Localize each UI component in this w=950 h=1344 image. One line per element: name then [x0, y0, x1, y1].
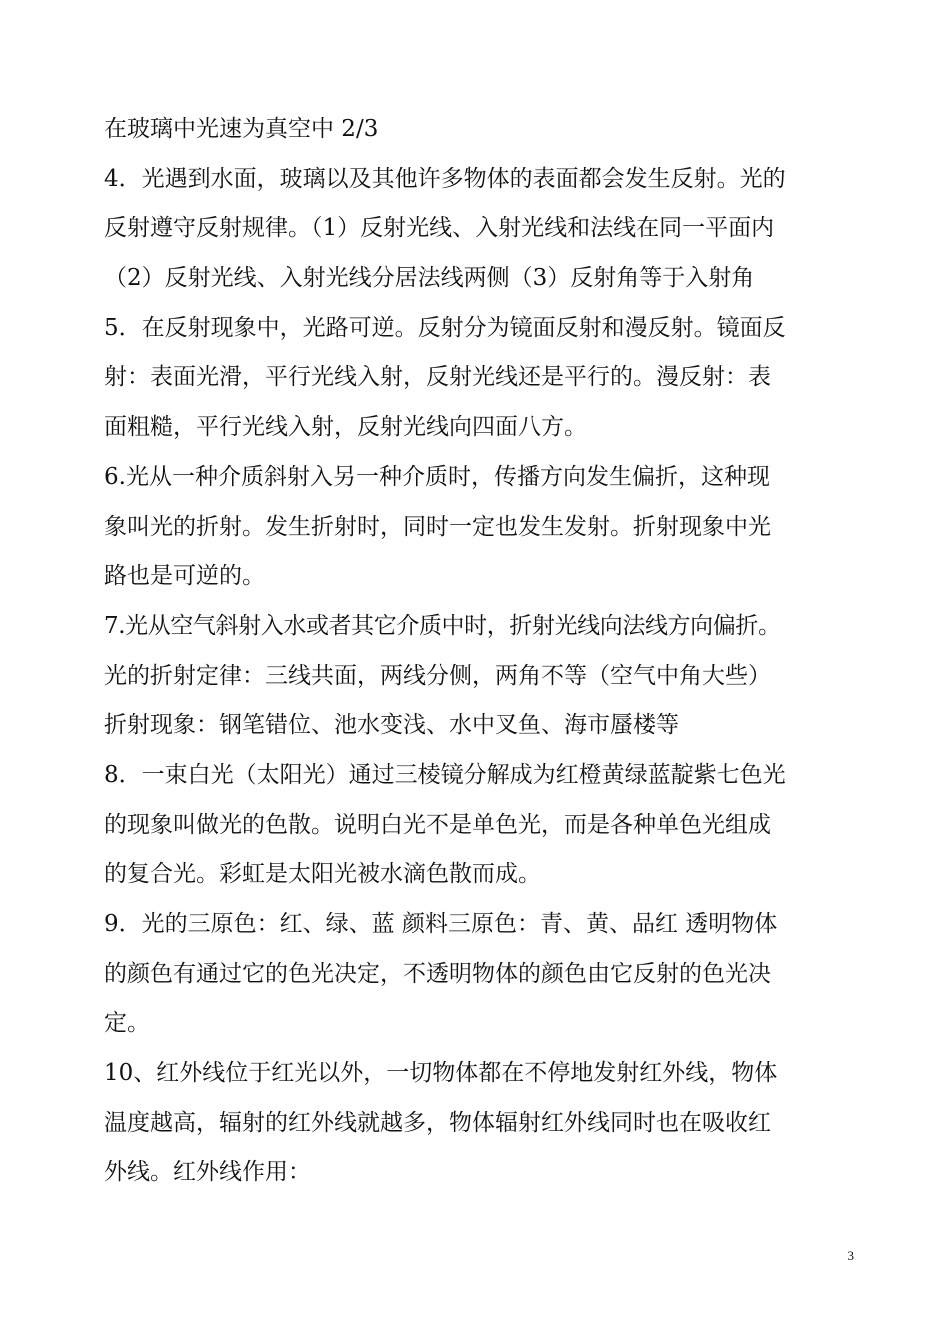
- text-line: 在玻璃中光速为真空中 2/3: [104, 116, 379, 142]
- text-line: 面粗糙，平行光线入射，反射光线向四面八方。: [104, 414, 587, 441]
- text-line: 的现象叫做光的色散。说明白光不是单色光，而是各种单色光组成: [104, 811, 771, 838]
- text-line: 10、红外线位于红光以外，一切物体都在不停地发射红外线，物体: [104, 1060, 778, 1087]
- text-line: 定。: [104, 1010, 150, 1037]
- text-line: 8．一束白光（太阳光）通过三棱镜分解成为红橙黄绿蓝靛紫七色光: [104, 761, 786, 788]
- text-line: 7.光从空气斜射入水或者其它介质中时，折射光线向法线方向偏折。: [104, 612, 781, 639]
- text-line: 路也是可逆的。: [104, 563, 265, 590]
- text-line: （2）反射光线、入射光线分居法线两侧（3）反射角等于入射角: [104, 265, 755, 292]
- page-number: 3: [847, 1248, 854, 1263]
- text-line: 6.光从一种介质斜射入另一种介质时，传播方向发生偏折，这种现: [104, 463, 770, 490]
- text-line: 折射现象：钢笔错位、池水变浅、水中叉鱼、海市蜃楼等: [104, 712, 679, 739]
- text-line: 光的折射定律：三线共面，两线分侧，两角不等（空气中角大些）: [104, 662, 771, 689]
- document-body: [104, 105, 856, 1198]
- text-line: 温度越高，辐射的红外线就越多，物体辐射红外线同时也在吸收红: [104, 1109, 771, 1136]
- text-line: 5．在反射现象中，光路可逆。反射分为镜面反射和漫反射。镜面反: [104, 314, 786, 341]
- text-line: 的复合光。彩虹是太阳光被水滴色散而成。: [104, 861, 541, 888]
- text-line: 象叫光的折射。发生折射时，同时一定也发生发射。折射现象中光: [104, 513, 771, 540]
- text-line: 的颜色有通过它的色光决定，不透明物体的颜色由它反射的色光决: [104, 960, 771, 987]
- text-line: 射：表面光滑，平行光线入射，反射光线还是平行的。漫反射：表: [104, 364, 771, 391]
- text-line: 反射遵守反射规律。（1）反射光线、入射光线和法线在同一平面内: [104, 215, 775, 242]
- text-line: 4．光遇到水面，玻璃以及其他许多物体的表面都会发生反射。光的: [104, 165, 786, 192]
- text-line: 外线。红外线作用：: [104, 1159, 311, 1186]
- text-line: 9．光的三原色：红、绿、蓝 颜料三原色：青、黄、品红 透明物体: [104, 911, 778, 937]
